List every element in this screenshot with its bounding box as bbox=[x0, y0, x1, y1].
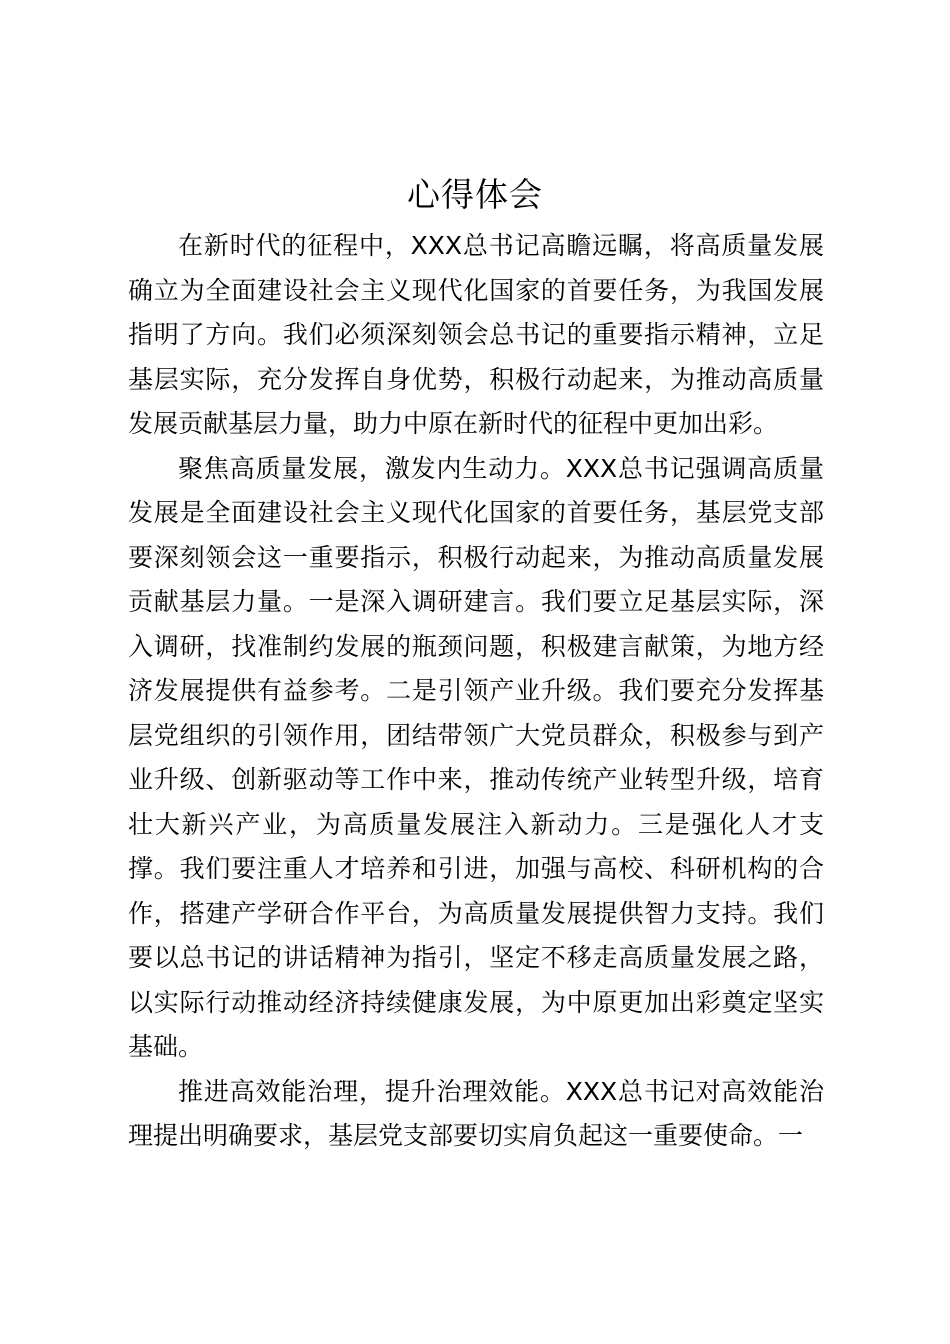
paragraph-3: 推进高效能治理，提升治理效能。XXX总书记对高效能治理提出明确要求，基层党支部要切实肩负起这一重要使命。一 bbox=[128, 1076, 824, 1150]
paragraph-1: 在新时代的征程中，XXX总书记高瞻远瞩，将高质量发展确立为全面建设社会主义现代化国家的首要任务，为我国发展指明了方向。我们必须深刻领会总书记的重要指示精神，立足基层实际，充分发挥自身优势，积极行动起来，为推动高质量发展贡献基层力量，助力中原在新时代的征程中更加出彩。 bbox=[128, 231, 824, 438]
paragraph-2: 聚焦高质量发展，激发内生动力。XXX总书记强调高质量发展是全面建设社会主义现代化国家的首要任务，基层党支部要深刻领会这一重要指示，积极行动起来，为推动高质量发展贡献基层力量。一是深入调研建言。我们要立足基层实际，深入调研，找准制约发展的瓶颈问题，积极建言献策，为地方经济发展提供有益参考。二是引领产业升级。我们要充分发挥基层党组织的引领作用，团结带领广大党员群众，积极参与到产业升级、创新驱动等工作中来，推动传统产业转型升级，培育壮大新兴产业，为高质量发展注入新动力。三是强化人才支撑。我们要注重人才培养和引进，加强与高校、科研机构的合作，搭建产学研合作平台，为高质量发展提供智力支持。我们要以总书记的讲话精神为指引，坚定不移走高质量发展之路，以实际行动推动经济持续健康发展，为中原更加出彩奠定坚实基础。 bbox=[128, 453, 824, 1061]
document-title: 心得体会 bbox=[407, 175, 543, 214]
document-body bbox=[128, 224, 824, 1159]
